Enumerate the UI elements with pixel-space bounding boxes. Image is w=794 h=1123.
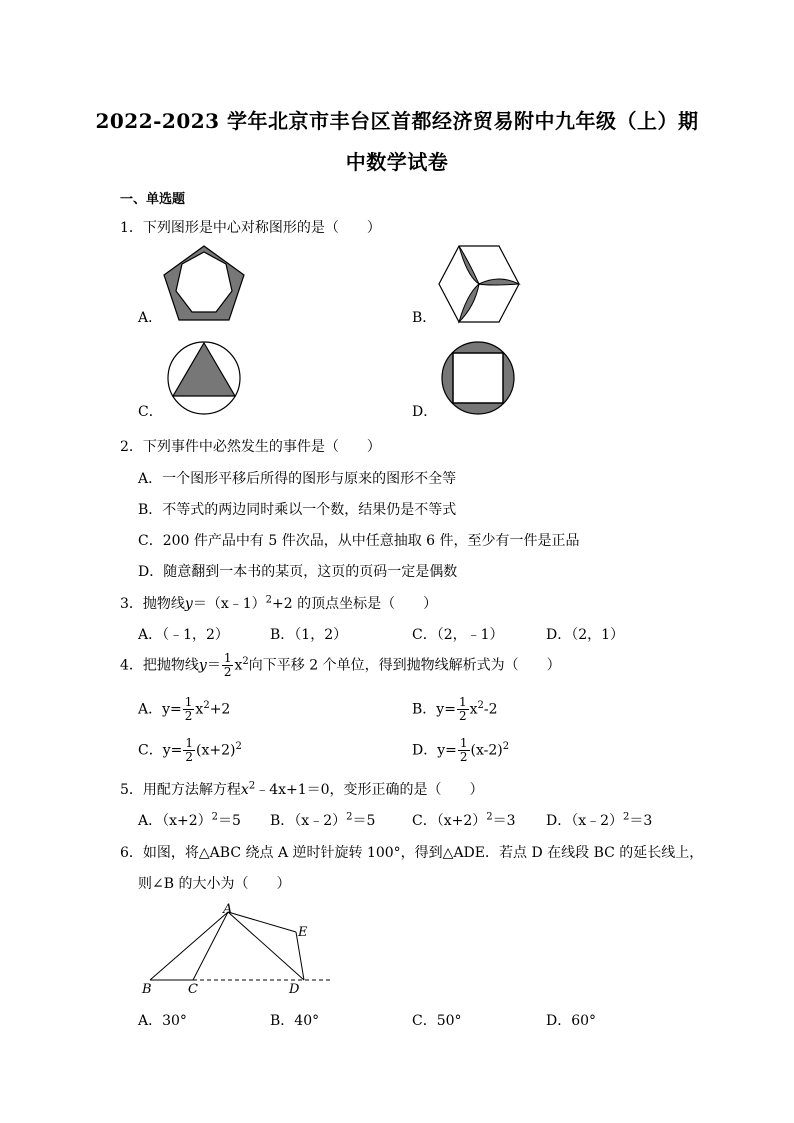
q4-prefix: 4．把抛物线 xyxy=(120,657,199,674)
q6-line2: 则∠B 的大小为（ ） xyxy=(138,876,291,892)
q6-line1: 6．如图，将△ABC 绕点 A 逆时针旋转 100°，得到△ADE．若点 D 在线段 BC 的延长线上， xyxy=(120,845,704,861)
q4-a-tail: +2 xyxy=(209,701,231,718)
point-label-d: D xyxy=(289,982,300,997)
q5-c-tail: ＝3 xyxy=(492,813,516,829)
q5-b-exp: 2 xyxy=(346,811,353,823)
q4-var-y: y xyxy=(198,657,207,674)
q4-rest: 向下平移 2 个单位，得到抛物线解析式为（ ） xyxy=(248,657,561,674)
q4-option-d xyxy=(412,737,509,764)
q5-option-a xyxy=(138,810,241,830)
q4-d-label: D． xyxy=(412,742,438,759)
q5-option-d xyxy=(546,810,652,830)
q4-b-post: x xyxy=(469,701,478,718)
q5-b-tail: ＝5 xyxy=(352,813,376,829)
q4-b-fraction xyxy=(457,696,469,723)
q4-d-exp: 2 xyxy=(502,740,510,752)
q4-a-num: 1 xyxy=(184,695,193,709)
q4-a-label: A． xyxy=(138,701,163,718)
q5-d-exp: 2 xyxy=(623,811,630,823)
point-label-a: A xyxy=(223,902,233,917)
q6-option-a: A．30° xyxy=(138,1013,187,1029)
q4-eq: ＝ xyxy=(206,657,221,674)
q5-prefix: 5．用配方法解方程 xyxy=(120,782,241,798)
q4-frac-den: 2 xyxy=(223,665,232,679)
q4-c-num: 1 xyxy=(185,736,193,750)
q4-c-fraction xyxy=(183,737,195,764)
q5-stem xyxy=(120,779,484,799)
q4-exponent: 2 xyxy=(242,655,249,667)
q3-equation: ＝（x﹣1） xyxy=(192,596,266,612)
q4-a-fraction xyxy=(183,696,195,723)
q5-b-label: B． xyxy=(270,813,295,829)
q4-d-fraction xyxy=(458,737,470,764)
q1-stem: 1．下列图形是中心对称图形的是（ ） xyxy=(120,220,381,236)
q1-option-a-label: A． xyxy=(138,310,163,326)
q3-rest: +2 的顶点坐标是（ ） xyxy=(272,596,438,612)
q3-number: 3．抛物线 xyxy=(120,596,185,612)
q4-option-a xyxy=(138,696,230,723)
q1-option-c-label: C． xyxy=(138,404,163,420)
q4-c-exp: 2 xyxy=(235,740,242,752)
q4-a-exp: 2 xyxy=(203,699,210,711)
q5-b-body: （x﹣2） xyxy=(294,813,347,829)
q5-a-exp: 2 xyxy=(211,811,219,823)
q4-b-label: B． xyxy=(412,701,437,718)
q4-a-den: 2 xyxy=(184,709,193,723)
q4-frac-num: 1 xyxy=(223,651,232,665)
q3-var-y: y xyxy=(184,596,193,612)
q4-b-exp: 2 xyxy=(477,699,484,711)
q5-x: x xyxy=(240,782,249,798)
q5-rest: ﹣4x+1＝0，变形正确的是（ ） xyxy=(255,782,484,798)
q4-a-post: x xyxy=(195,701,204,718)
q4-b-pre: y= xyxy=(436,701,456,718)
q1-option-d-label: D． xyxy=(412,404,438,420)
point-label-e: E xyxy=(298,925,308,940)
circle-square-figure xyxy=(440,340,516,416)
q4-d-den: 2 xyxy=(459,750,468,764)
q3-option-c: C．（2，﹣1） xyxy=(412,627,504,643)
q3-stem xyxy=(120,593,437,613)
q3-option-d: D．（2，1） xyxy=(546,627,625,643)
q2-option-c: C．200 件产品中有 5 件次品，从中任意抽取 6 件，至少有一件是正品 xyxy=(138,533,580,549)
q4-c-den: 2 xyxy=(185,750,193,764)
exam-title-line2: 中数学试卷 xyxy=(345,150,449,174)
q3-option-b: B．（1，2） xyxy=(270,627,348,643)
q4-d-pre: y= xyxy=(437,742,457,759)
q1-option-b-label: B． xyxy=(412,310,437,326)
q5-d-tail: ＝3 xyxy=(629,813,653,829)
q4-option-c xyxy=(138,737,242,764)
circle-triangle-figure xyxy=(166,340,242,416)
q5-a-tail: ＝5 xyxy=(218,813,241,829)
q6-option-d: D．60° xyxy=(546,1013,597,1029)
q3-exponent: 2 xyxy=(265,594,273,606)
q5-a-body: （x+2） xyxy=(162,813,212,829)
q6-option-b: B．40° xyxy=(270,1013,320,1029)
q4-c-label: C． xyxy=(138,742,163,759)
q6-option-c: C．50° xyxy=(412,1013,462,1029)
q5-d-label: D． xyxy=(546,813,572,829)
section-heading: 一、单选题 xyxy=(120,192,186,207)
point-label-c: C xyxy=(188,982,198,997)
rotation-triangle-figure xyxy=(138,900,338,1000)
q5-exponent: 2 xyxy=(248,780,256,792)
q2-option-b: B．不等式的两边同时乘以一个数，结果仍是不等式 xyxy=(138,502,457,518)
q4-option-b xyxy=(412,696,498,723)
q2-option-d: D．随意翻到一本书的某页，这页的页码一定是偶数 xyxy=(138,564,458,580)
q4-b-den: 2 xyxy=(458,709,467,723)
q4-c-post: (x+2) xyxy=(196,742,236,759)
pentagon-figure xyxy=(160,244,248,324)
q5-option-c xyxy=(412,810,516,830)
q3-option-a: A．（﹣1，2） xyxy=(138,627,229,643)
q5-d-body: （x﹣2） xyxy=(571,813,624,829)
q4-x: x xyxy=(234,657,243,674)
exam-title-line1: 2022-2023 学年北京市丰台区首都经济贸易附中九年级（上）期 xyxy=(95,109,699,133)
q4-fraction xyxy=(222,652,234,679)
q2-option-a: A．一个图形平移后所得的图形与原来的图形不全等 xyxy=(138,471,457,487)
q5-c-label: C． xyxy=(412,813,437,829)
q5-c-body: （x+2） xyxy=(436,813,487,829)
q5-a-label: A． xyxy=(138,813,163,829)
q5-c-exp: 2 xyxy=(486,811,493,823)
q4-d-post: (x-2) xyxy=(470,742,503,759)
q4-b-tail: -2 xyxy=(483,701,498,718)
point-label-b: B xyxy=(142,982,152,997)
q4-d-num: 1 xyxy=(459,736,468,750)
q5-option-b xyxy=(270,810,375,830)
q2-stem: 2．下列事件中必然发生的事件是（ ） xyxy=(120,439,381,455)
hexagon-figure xyxy=(437,244,521,324)
q4-b-num: 1 xyxy=(458,695,467,709)
q4-a-pre: y= xyxy=(162,701,182,718)
q4-stem xyxy=(120,652,561,679)
q4-c-pre: y= xyxy=(162,742,183,759)
